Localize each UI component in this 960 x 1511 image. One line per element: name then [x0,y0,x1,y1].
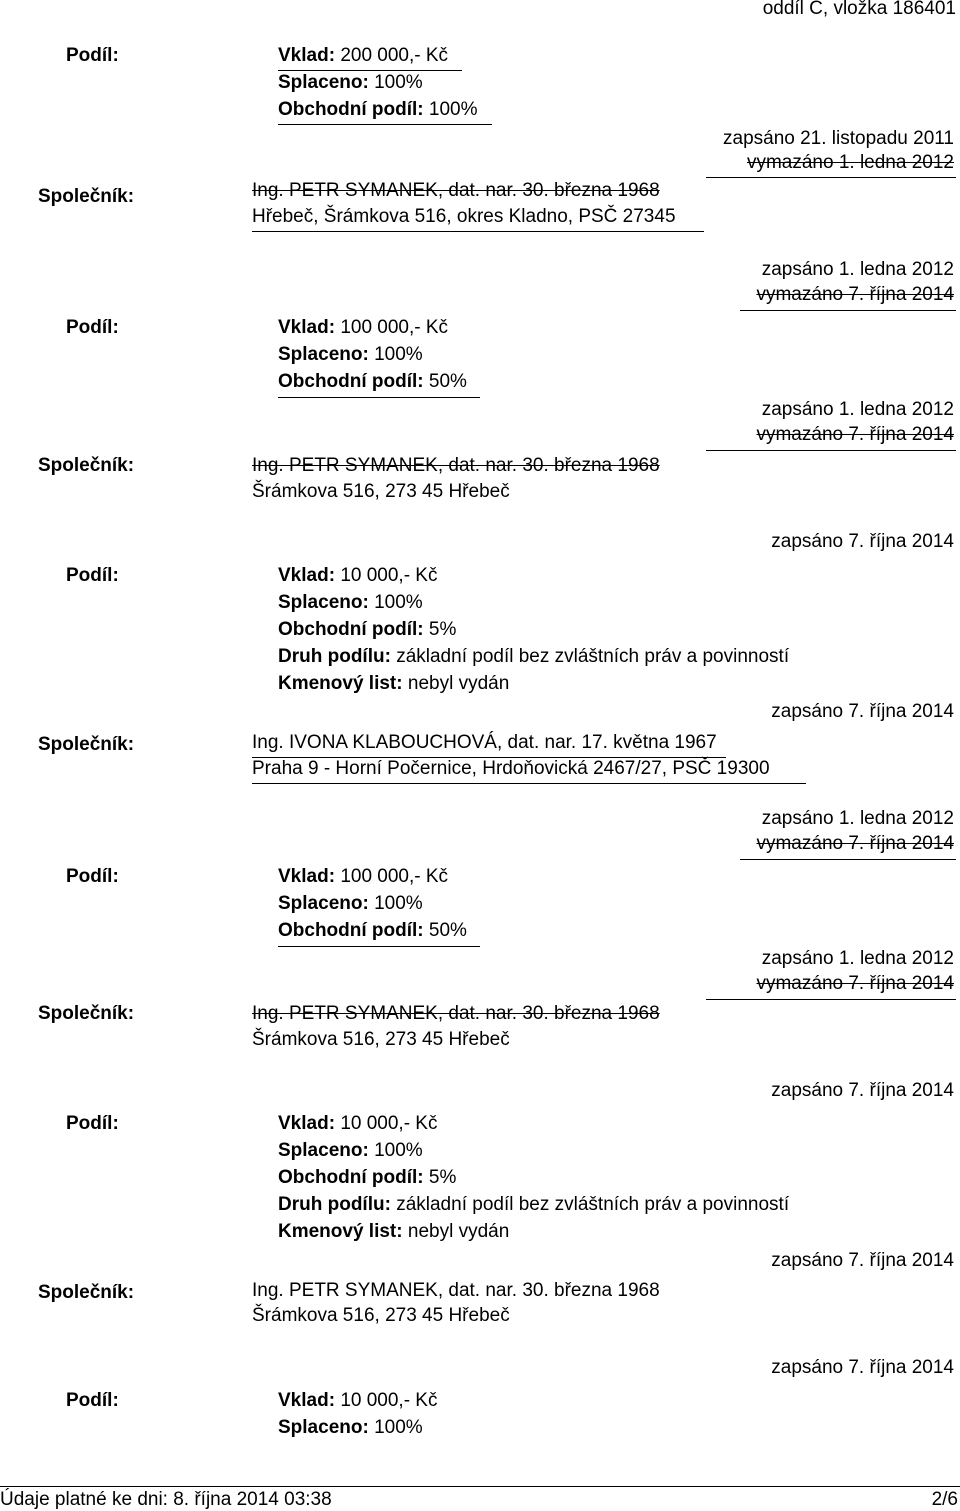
rule [278,946,480,947]
obchodni-podil-line: Obchodní podíl: 50% [278,371,467,392]
footer-validity: Údaje platné ke dni: 8. října 2014 03:38 [0,1489,332,1510]
spolecnik-label: Společník: [38,734,135,755]
splaceno-line: Splaceno: 100% [278,592,423,613]
kmenovy-list-line: Kmenový list: nebyl vydán [278,673,510,694]
spolecnik-name: Ing. PETR SYMANEK, dat. nar. 30. března 1968 [252,1003,660,1024]
rule [278,124,492,125]
spolecnik-label: Společník: [38,1003,135,1024]
spolecnik-address: Hřebeč, Šrámkova 516, okres Kladno, PSČ 27345 [252,206,676,227]
podil-zapsano-date: zapsáno 1. ledna 2012 [761,808,954,829]
spolecnik-vymazano-date: vymazáno 1. ledna 2012 [746,152,954,173]
kmenovy-list-line: Kmenový list: nebyl vydán [278,1221,510,1242]
obchodni-podil-line: Obchodní podíl: 5% [278,619,457,640]
spolecnik-address: Praha 9 - Horní Počernice, Hrdoňovická 2467/27, PSČ 19300 [252,758,770,779]
obchodni-podil-line: Obchodní podíl: 100% [278,99,478,120]
podil-vymazano-date: vymazáno 7. října 2014 [756,833,954,854]
spolecnik-zapsano-date: zapsáno 21. listopadu 2011 [723,128,954,149]
spolecnik-zapsano-date: zapsáno 7. října 2014 [771,1250,954,1271]
rule [278,397,480,398]
druh-podilu-line: Druh podílu: základní podíl bez zvláštních práv a povinností [278,646,790,667]
vklad-line: Vklad: 10 000,- Kč [278,565,438,586]
rule [740,310,956,311]
podil-zapsano-date: zapsáno 7. října 2014 [771,1357,954,1378]
spolecnik-label: Společník: [38,1282,135,1303]
splaceno-line: Splaceno: 100% [278,344,423,365]
spolecnik-vymazano-date: vymazáno 7. října 2014 [756,424,954,445]
spolecnik-name: Ing. IVONA KLABOUCHOVÁ, dat. nar. 17. května 1967 [252,732,717,753]
rule [278,70,462,71]
splaceno-line: Splaceno: 100% [278,893,423,914]
splaceno-line: Splaceno: 100% [278,1417,423,1438]
podil-zapsano-date: zapsáno 7. října 2014 [771,1080,954,1101]
spolecnik-address: Šrámkova 516, 273 45 Hřebeč [252,481,510,502]
vklad-line: Vklad: 10 000,- Kč [278,1113,438,1134]
spolecnik-name: Ing. PETR SYMANEK, dat. nar. 30. března 1968 [252,180,660,201]
spolecnik-address: Šrámkova 516, 273 45 Hřebeč [252,1029,510,1050]
spolecnik-name: Ing. PETR SYMANEK, dat. nar. 30. března 1968 [252,455,660,476]
podil-label: Podíl: [66,1113,119,1134]
vklad-line: Vklad: 100 000,- Kč [278,317,449,338]
footer-page-number: 2/6 [931,1489,958,1510]
podil-label: Podíl: [66,1390,119,1411]
spolecnik-label: Společník: [38,186,135,207]
spolecnik-zapsano-date: zapsáno 7. října 2014 [771,701,954,722]
rule [706,999,956,1000]
podil-label: Podíl: [66,45,119,66]
vklad-line: Vklad: 200 000,- Kč [278,45,449,66]
rule [706,450,956,451]
rule [706,177,956,178]
obchodni-podil-line: Obchodní podíl: 5% [278,1167,457,1188]
rule [740,859,956,860]
podil-vymazano-date: vymazáno 7. října 2014 [756,284,954,305]
spolecnik-vymazano-date: vymazáno 7. října 2014 [756,973,954,994]
spolecnik-name: Ing. PETR SYMANEK, dat. nar. 30. března 1968 [252,1280,660,1301]
spolecnik-zapsano-date: zapsáno 1. ledna 2012 [761,948,954,969]
rule [252,783,806,784]
podil-label: Podíl: [66,866,119,887]
podil-label: Podíl: [66,317,119,338]
podil-label: Podíl: [66,565,119,586]
podil-zapsano-date: zapsáno 1. ledna 2012 [761,259,954,280]
splaceno-line: Splaceno: 100% [278,1140,423,1161]
podil-zapsano-date: zapsáno 7. října 2014 [771,531,954,552]
vklad-line: Vklad: 100 000,- Kč [278,866,449,887]
rule [252,231,704,232]
spolecnik-zapsano-date: zapsáno 1. ledna 2012 [761,399,954,420]
vklad-line: Vklad: 10 000,- Kč [278,1390,438,1411]
splaceno-line: Splaceno: 100% [278,72,423,93]
footer-divider [0,1486,960,1487]
spolecnik-address: Šrámkova 516, 273 45 Hřebeč [252,1305,510,1326]
section-reference: oddíl C, vložka 186401 [762,0,956,19]
druh-podilu-line: Druh podílu: základní podíl bez zvláštních práv a povinností [278,1194,790,1215]
obchodni-podil-line: Obchodní podíl: 50% [278,920,467,941]
spolecnik-label: Společník: [38,455,135,476]
